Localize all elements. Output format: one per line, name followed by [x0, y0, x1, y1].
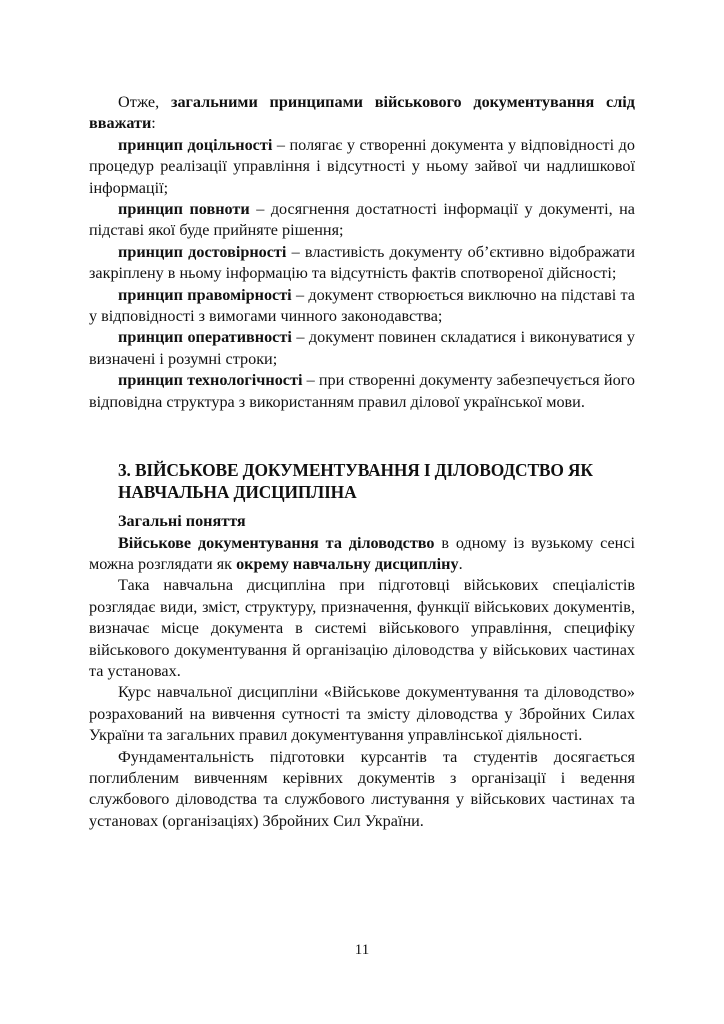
page-number: 11 — [354, 942, 370, 958]
section-bold-term: окрему навчальну дисципліну — [236, 554, 459, 573]
principle-paragraph — [89, 199, 635, 242]
section-text: . — [458, 554, 463, 573]
principle-text: – документ повинен складатися і виконуватися у визначені і розумні строки; — [89, 328, 635, 368]
principle-term: принцип оперативності — [118, 328, 292, 347]
section-heading: 3. ВІЙСЬКОВЕ ДОКУМЕНТУВАННЯ І ДІЛОВОДСТВО ЯК НАВЧАЛЬНА ДИСЦИПЛІНА — [118, 460, 593, 503]
section-paragraph: Фундаментальність підготовки курсантів та студентів досягається поглибленим вивченням керівних документів з організації і ведення службового діловодства та службового листування у військових частинах та установах (організаціях) Збройних Сил України. — [89, 747, 635, 830]
intro-paragraph — [89, 92, 635, 135]
principle-text: – досягнення достатності інформації у документі, на підставі якої буде прийняте рішення; — [89, 200, 635, 240]
principle-text: – документ створюється виключно на підставі та у відповідності з вимогами чинного законодавства; — [89, 285, 635, 326]
intro-bold: загальними принципами військового документування слід вважати — [89, 93, 635, 133]
intro-lead: Отже, — [118, 93, 171, 111]
principle-paragraph — [89, 285, 635, 328]
section-paragraph: Курс навчальної дисципліни «Військове документування та діловодство» розрахований на вивчення сутності та змісту діловодства у Збройних Силах України та загальних правил документування управлінської діяльності. — [89, 683, 635, 745]
principle-text: – при створенні документу забезпечується його відповідна структура з використанням правил ділової української мови. — [89, 371, 635, 411]
principle-paragraph — [89, 370, 635, 413]
principle-text: – полягає у створенні документа у відповідності до процедур реалізації управління і відсутності у ньому зайвої чи надлишкової інформації; — [89, 135, 635, 197]
principle-term: принцип достовірності — [118, 242, 287, 261]
principle-paragraph — [89, 327, 635, 370]
principle-term: принцип повноти — [118, 200, 250, 219]
principle-paragraph — [89, 242, 635, 285]
intro-tail: : — [151, 114, 156, 133]
principle-paragraph — [89, 135, 635, 199]
principle-term: принцип технологічності — [118, 371, 303, 390]
section-text: в одному із вузькому сенсі можна розглядати як — [89, 533, 635, 573]
section-subheading: Загальні поняття — [118, 512, 246, 531]
page-content — [89, 92, 635, 832]
principle-text: – властивість документу об’єктивно відображати закріплену в ньому інформацію та відсутність фактів спотвореної дійсності; — [89, 242, 636, 283]
section-paragraph: Така навчальна дисципліна при підготовці військових спеціалістів розглядає види, зміст, структуру, призначення, функції військових документів, визначає місце документа в системі військового управління, специфіку військового документування й організацію діловодства у військових частинах та установах. — [89, 576, 635, 680]
principle-term: принцип правомірності — [118, 285, 292, 304]
section-paragraph — [89, 533, 635, 576]
section-bold-term: Військове документування та діловодство — [118, 533, 435, 552]
principle-term: принцип доцільності — [118, 135, 273, 154]
